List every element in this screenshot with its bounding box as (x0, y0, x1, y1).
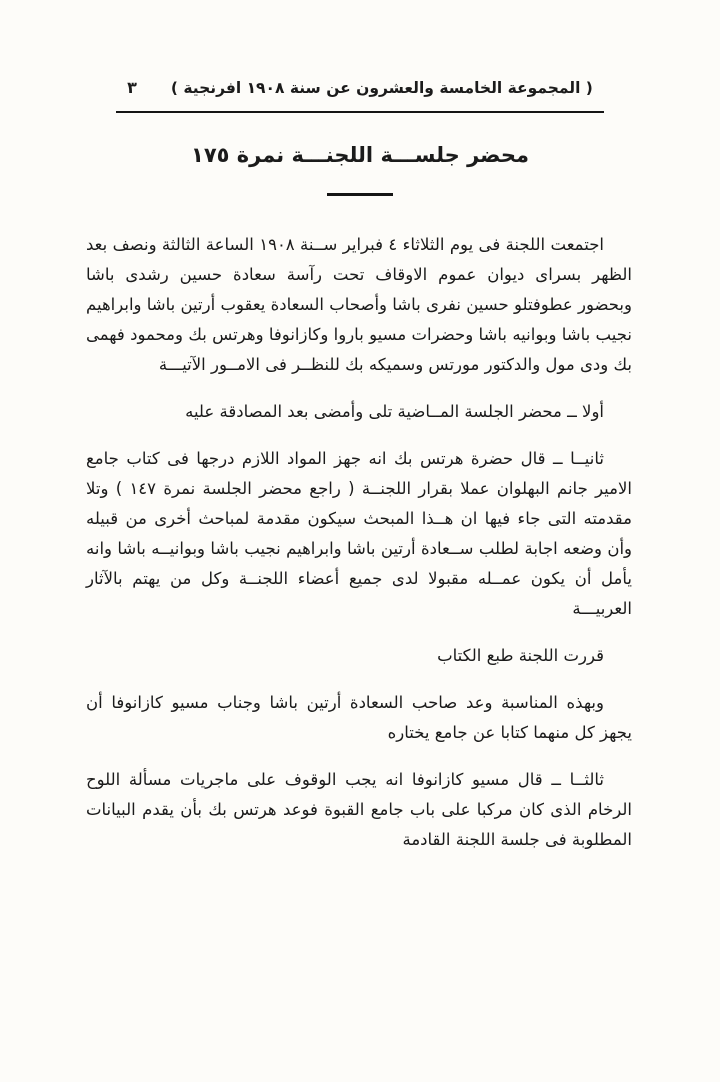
page-header (0, 78, 720, 97)
paragraph-promise: وبهذه المناسبة وعد صاحب السعادة أرتين باشا وجناب مسيو كازانوفا أن يجهز كل منهما كتابا عن جامع يختاره (86, 692, 632, 742)
page-title: محضر جلســـة اللجنـــة نمرة ١٧٥ (191, 143, 529, 167)
paragraph-item-third: ثالثــا ــ قال مسيو كازانوفا انه يجب الوقوف على ماجريات مسألة اللوح الرخام الذى كان مركبا على باب جامع القبوة فوعد هرتس بك بأن يقدم البيانات المطلوبة فى جلسة اللجنة القادمة (86, 769, 632, 849)
paragraph-item-first: أولا ــ محضر الجلسة المــاضية تلى وأمضى بعد المصادقة عليه (185, 401, 604, 421)
paragraph-decision: قررت اللجنة طبع الكتاب (437, 645, 604, 665)
title-divider (327, 193, 393, 196)
header-divider (116, 111, 604, 113)
page-number: ٣ (127, 78, 137, 97)
paragraph-item-second: ثانيــا ــ قال حضرة هرتس بك انه جهز المواد اللازم درجها فى كتاب جامع الامير جانم البهلوان عملا بقرار اللجنــة ( راجع محضر الجلسة نمرة ١٤٧ ) وتلا مقدمته التى جاء فيها ان هــذا المبحث سيكون مقدمة لمباحث أخرى من قبيله وأن وضعه اجابة لطلب ســعادة أرتين باشا وابراهيم نجيب باشا وبوانيــه باشا وانه يأمل أن يكون عمــله مقبولا لدى جميع أعضاء اللجنــة وكل من يهتم بالآثار العربيـــة (86, 448, 632, 618)
header-citation: ( المجموعة الخامسة والعشرون عن سنة ١٩٠٨ افرنجية ) (170, 79, 593, 97)
document-body (0, 230, 720, 855)
paragraph-opening: اجتمعت اللجنة فى يوم الثلاثاء ٤ فبراير ســنة ١٩٠٨ الساعة الثالثة ونصف بعد الظهر بسراى ديوان عموم الاوقاف تحت رآسة سعادة حسين رشدى باشا وبحضور عطوفتلو حسين نفرى باشا وأصحاب السعادة يعقوب أرتين باشا وابراهيم نجيب باشا وبوانيه باشا وحضرات مسيو باروا وكازانوفا وهرتس بك ومحمود فهمى بك ودى مول والدكتور مورتس وسميكه بك للنظــر فى الامــور الآتيـــة (86, 234, 632, 374)
